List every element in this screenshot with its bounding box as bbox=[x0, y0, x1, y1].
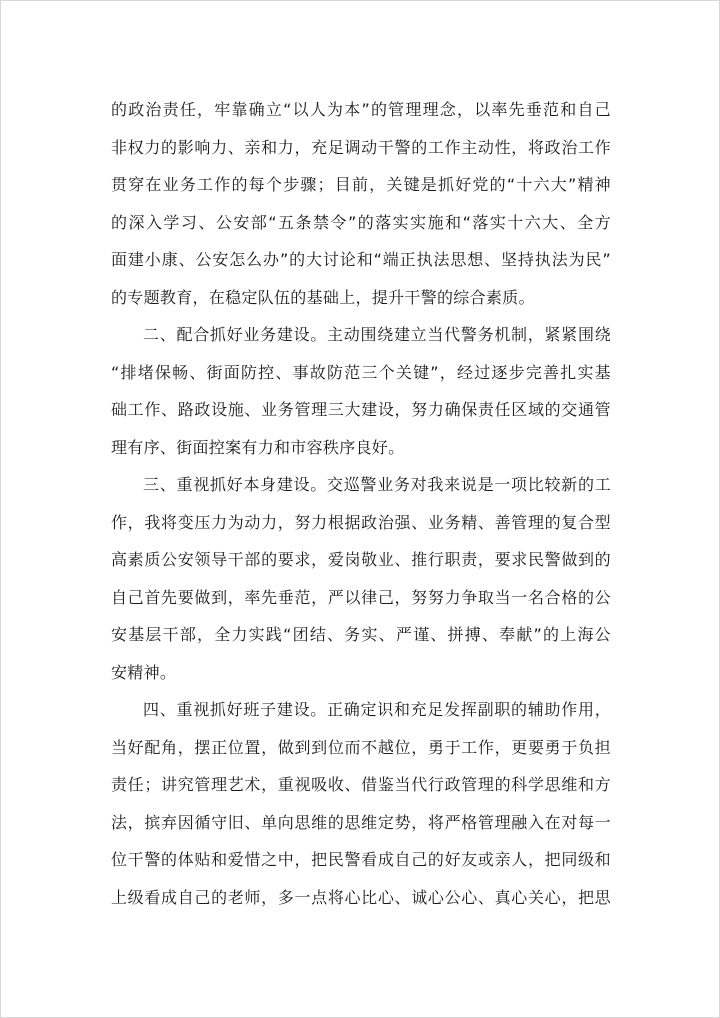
paragraph-self-building bbox=[111, 466, 611, 691]
text-line: 自己首先要做到，率先垂范，严以律己，努努力争取当一名合格的公 bbox=[111, 587, 611, 607]
text-line: 二、配合抓好业务建设。主动围绕建立当代警务机制，紧紧围绕 bbox=[143, 325, 611, 344]
text-line: 的深入学习、公安部“五条禁令”的落实实施和“落实十六大、全方 bbox=[111, 212, 611, 232]
text-line: 责任；讲究管理艺术，重视吸收、借鉴当代行政管理的科学思维和方 bbox=[111, 775, 611, 794]
text-line: 上级看成自己的老师，多一点将心比心、诚心公心、真心关心，把思 bbox=[111, 887, 611, 907]
text-line: 理有序、街面控案有力和市容秩序良好。 bbox=[111, 437, 405, 457]
text-line: 三、重视抓好本身建设。交巡警业务对我来说是一项比较新的工 bbox=[143, 475, 611, 494]
text-line: 的专题教育，在稳定队伍的基础上，提升干警的综合素质。 bbox=[111, 287, 535, 307]
paragraph-business-building bbox=[111, 316, 611, 466]
text-line: 贯穿在业务工作的每个步骤；目前，关键是抓好党的“十六大”精神 bbox=[111, 175, 611, 194]
text-line: “排堵保畅、街面防控、事故防范三个关键”，经过逐步完善扎实基 bbox=[111, 362, 611, 382]
paragraph-political-work bbox=[111, 91, 611, 316]
text-line: 位干警的体贴和爱惜之中，把民警看成自己的好友或亲人，把同级和 bbox=[111, 850, 611, 869]
text-line: 安基层干部，全力实践“团结、务实、严谨、拼搏、奉献”的上海公 bbox=[111, 625, 611, 644]
paragraph-team-building bbox=[111, 691, 611, 916]
document-body bbox=[111, 91, 611, 916]
text-line: 面建小康、公安怎么办”的大讨论和“端正执法思想、坚持执法为民” bbox=[111, 250, 611, 269]
text-line: 法，摈弃因循守旧、单向思维的思维定势，将严格管理融入在对每一 bbox=[111, 812, 611, 832]
text-line: 当好配角，摆正位置，做到到位而不越位，勇于工作，更要勇于负担 bbox=[111, 737, 611, 757]
text-line: 的政治责任，牢靠确立“以人为本”的管理理念，以率先垂范和自己 bbox=[111, 100, 611, 119]
text-line: 四、重视抓好班子建设。正确定识和充足发挥副职的辅助作用， bbox=[143, 700, 611, 719]
text-line: 高素质公安领导干部的要求，爱岗敬业、推行职责，要求民警做到的 bbox=[111, 550, 611, 569]
text-line: 安精神。 bbox=[111, 662, 177, 682]
text-line: 础工作、路政设施、业务管理三大建设，努力确保责任区域的交通管 bbox=[111, 400, 611, 419]
text-line: 非权力的影响力、亲和力，充足调动干警的工作主动性，将政治工作 bbox=[111, 137, 611, 157]
text-line: 作，我将变压力为动力，努力根据政治强、业务精、善管理的复合型 bbox=[111, 512, 611, 532]
